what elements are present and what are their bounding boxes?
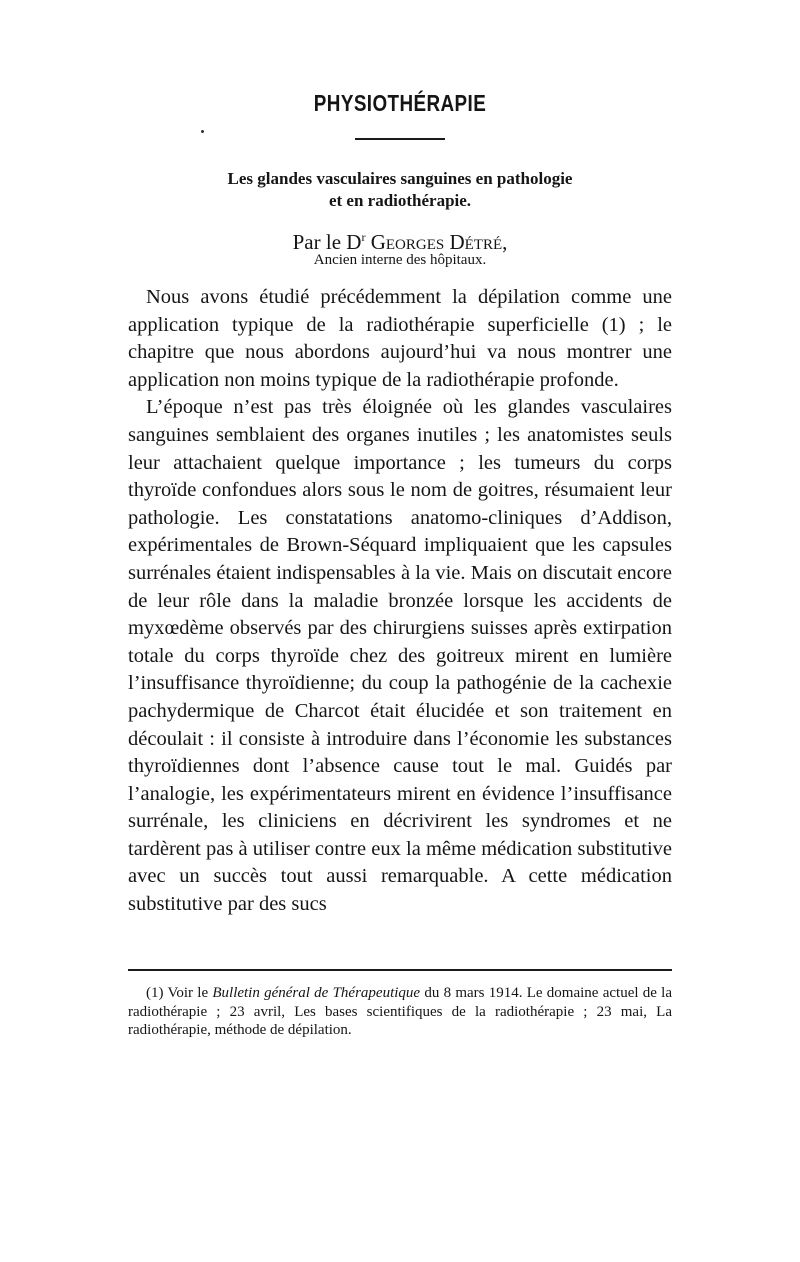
article-body: [128, 284, 672, 919]
byline-prefix: Par le D: [292, 230, 362, 254]
footnote-rule: [128, 969, 672, 971]
footnote-text-after: du 8 mars 1914. Le domaine actuel de la radiothérapie ; 23 avril, Les bases scientifiques de la radiothérapie ; 23 mai, La radiothérapie, méthode de dépilation.: [128, 985, 672, 1038]
section-title: PHYSIOTHÉRAPIE: [313, 90, 487, 116]
byline-sup: r: [361, 230, 366, 244]
title-rule: [355, 138, 445, 140]
author-affiliation: Ancien interne des hôpitaux.: [313, 252, 487, 268]
article-title-line-1: Les glandes vasculaires sanguines en pathologie: [227, 169, 573, 188]
article-title-line-2: et en radiothérapie.: [328, 191, 472, 210]
body-paragraph-2: L’époque n’est pas très éloignée où les glandes vasculaires sanguines semblaient des organes inutiles ; les anatomistes seuls leur attachaient quelque importance ; les tumeurs du corps thyroïde confondues alors sous le nom de goitres, résumaient leur pathologie. Les constatations anatomo-cliniques d’Addison, expérimentales de Brown-Séquard impliquaient que les capsules surrénales étaient indispensables à la vie. Mais on discutait encore de leur rôle dans la maladie bronzée lorsque les accidents de myxœdème observés par des chirurgiens suisses après extirpation totale du corps thyroïde chez des goitreux mirent en lumière l’insuffisance thyroïdienne; du coup la pathogénie de la cachexie pachydermique de Charcot était élucidée et son traitement en découlait : il consiste à introduire dans l’économie les substances thyroïdiennes dont l’absence cause tout le mal. Guidés par l’analogie, les expérimentateurs mirent en évidence l’insuffisance surrénale, les cliniciens en décrivirent les syndromes et ne tardèrent pas à utiliser contre eux la même médication substitutive avec un succès tout aussi remarquable. A cette médication substitutive par des sucs: [128, 396, 672, 916]
footnote: [128, 984, 672, 1040]
printing-speck: [201, 130, 204, 133]
footnote-journal: Bulletin général de Thérapeutique: [212, 985, 421, 1001]
byline-author: Georges Détré,: [370, 230, 508, 254]
body-paragraph-1: Nous avons étudié précédemment la dépilation comme une application typique de la radiothérapie superficielle (1) ; le chapitre que nous abordons aujourd’hui va nous montrer une application non moins typique de la radiothérapie profonde.: [128, 286, 672, 391]
article-title: [110, 168, 690, 212]
footnote-text-before: (1) Voir le: [146, 985, 213, 1001]
